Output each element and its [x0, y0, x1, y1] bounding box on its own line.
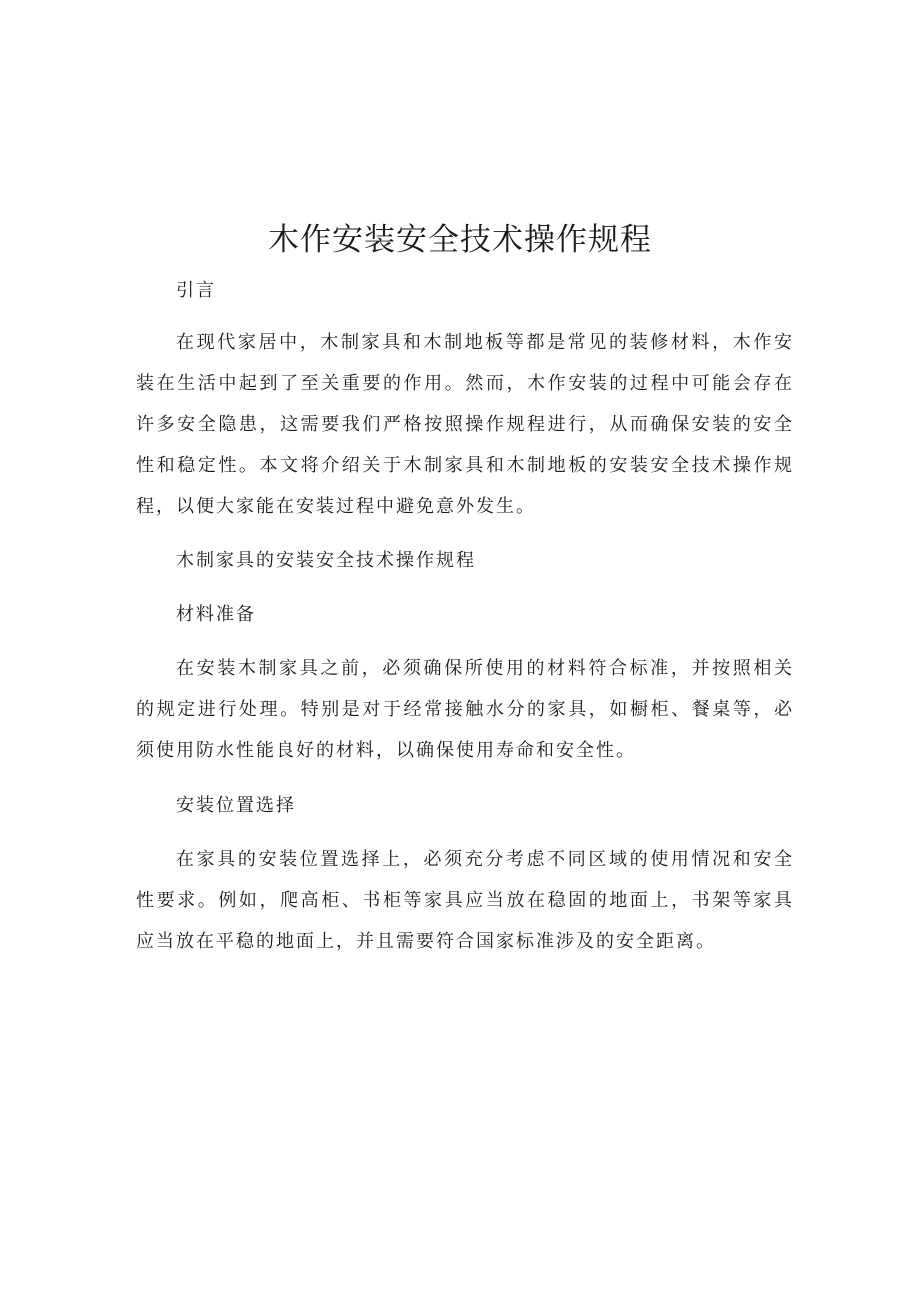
intro-heading: 引言	[176, 280, 216, 301]
intro-paragraph: 在现代家居中，木制家具和木制地板等都是常见的装修材料，木作安装在生活中起到了至关重要的作用。然而，木作安装的过程中可能会存在许多安全隐患，这需要我们严格按照操作规程进行，从而确保安装的安全性和稳定性。本文将介绍关于木制家具和木制地板的安装安全技术操作规程，以便大家能在安装过程中避免意外发生。	[136, 332, 794, 517]
material-heading: 材料准备	[176, 604, 256, 625]
material-paragraph: 在安装木制家具之前，必须确保所使用的材料符合标准，并按照相关的规定进行处理。特别是对于经常接触水分的家具，如橱柜、餐桌等，必须使用防水性能良好的材料，以确保使用寿命和安全性。	[136, 658, 794, 761]
furniture-section-heading: 木制家具的安装安全技术操作规程	[176, 550, 476, 571]
position-heading: 安装位置选择	[176, 795, 296, 816]
position-paragraph: 在家具的安装位置选择上，必须充分考虑不同区域的使用情况和安全性要求。例如，爬高柜、书柜等家具应当放在稳固的地面上，书架等家具应当放在平稳的地面上，并且需要符合国家标准涉及的安全距离。	[136, 849, 794, 952]
document-title: 木作安装安全技术操作规程	[268, 222, 652, 258]
